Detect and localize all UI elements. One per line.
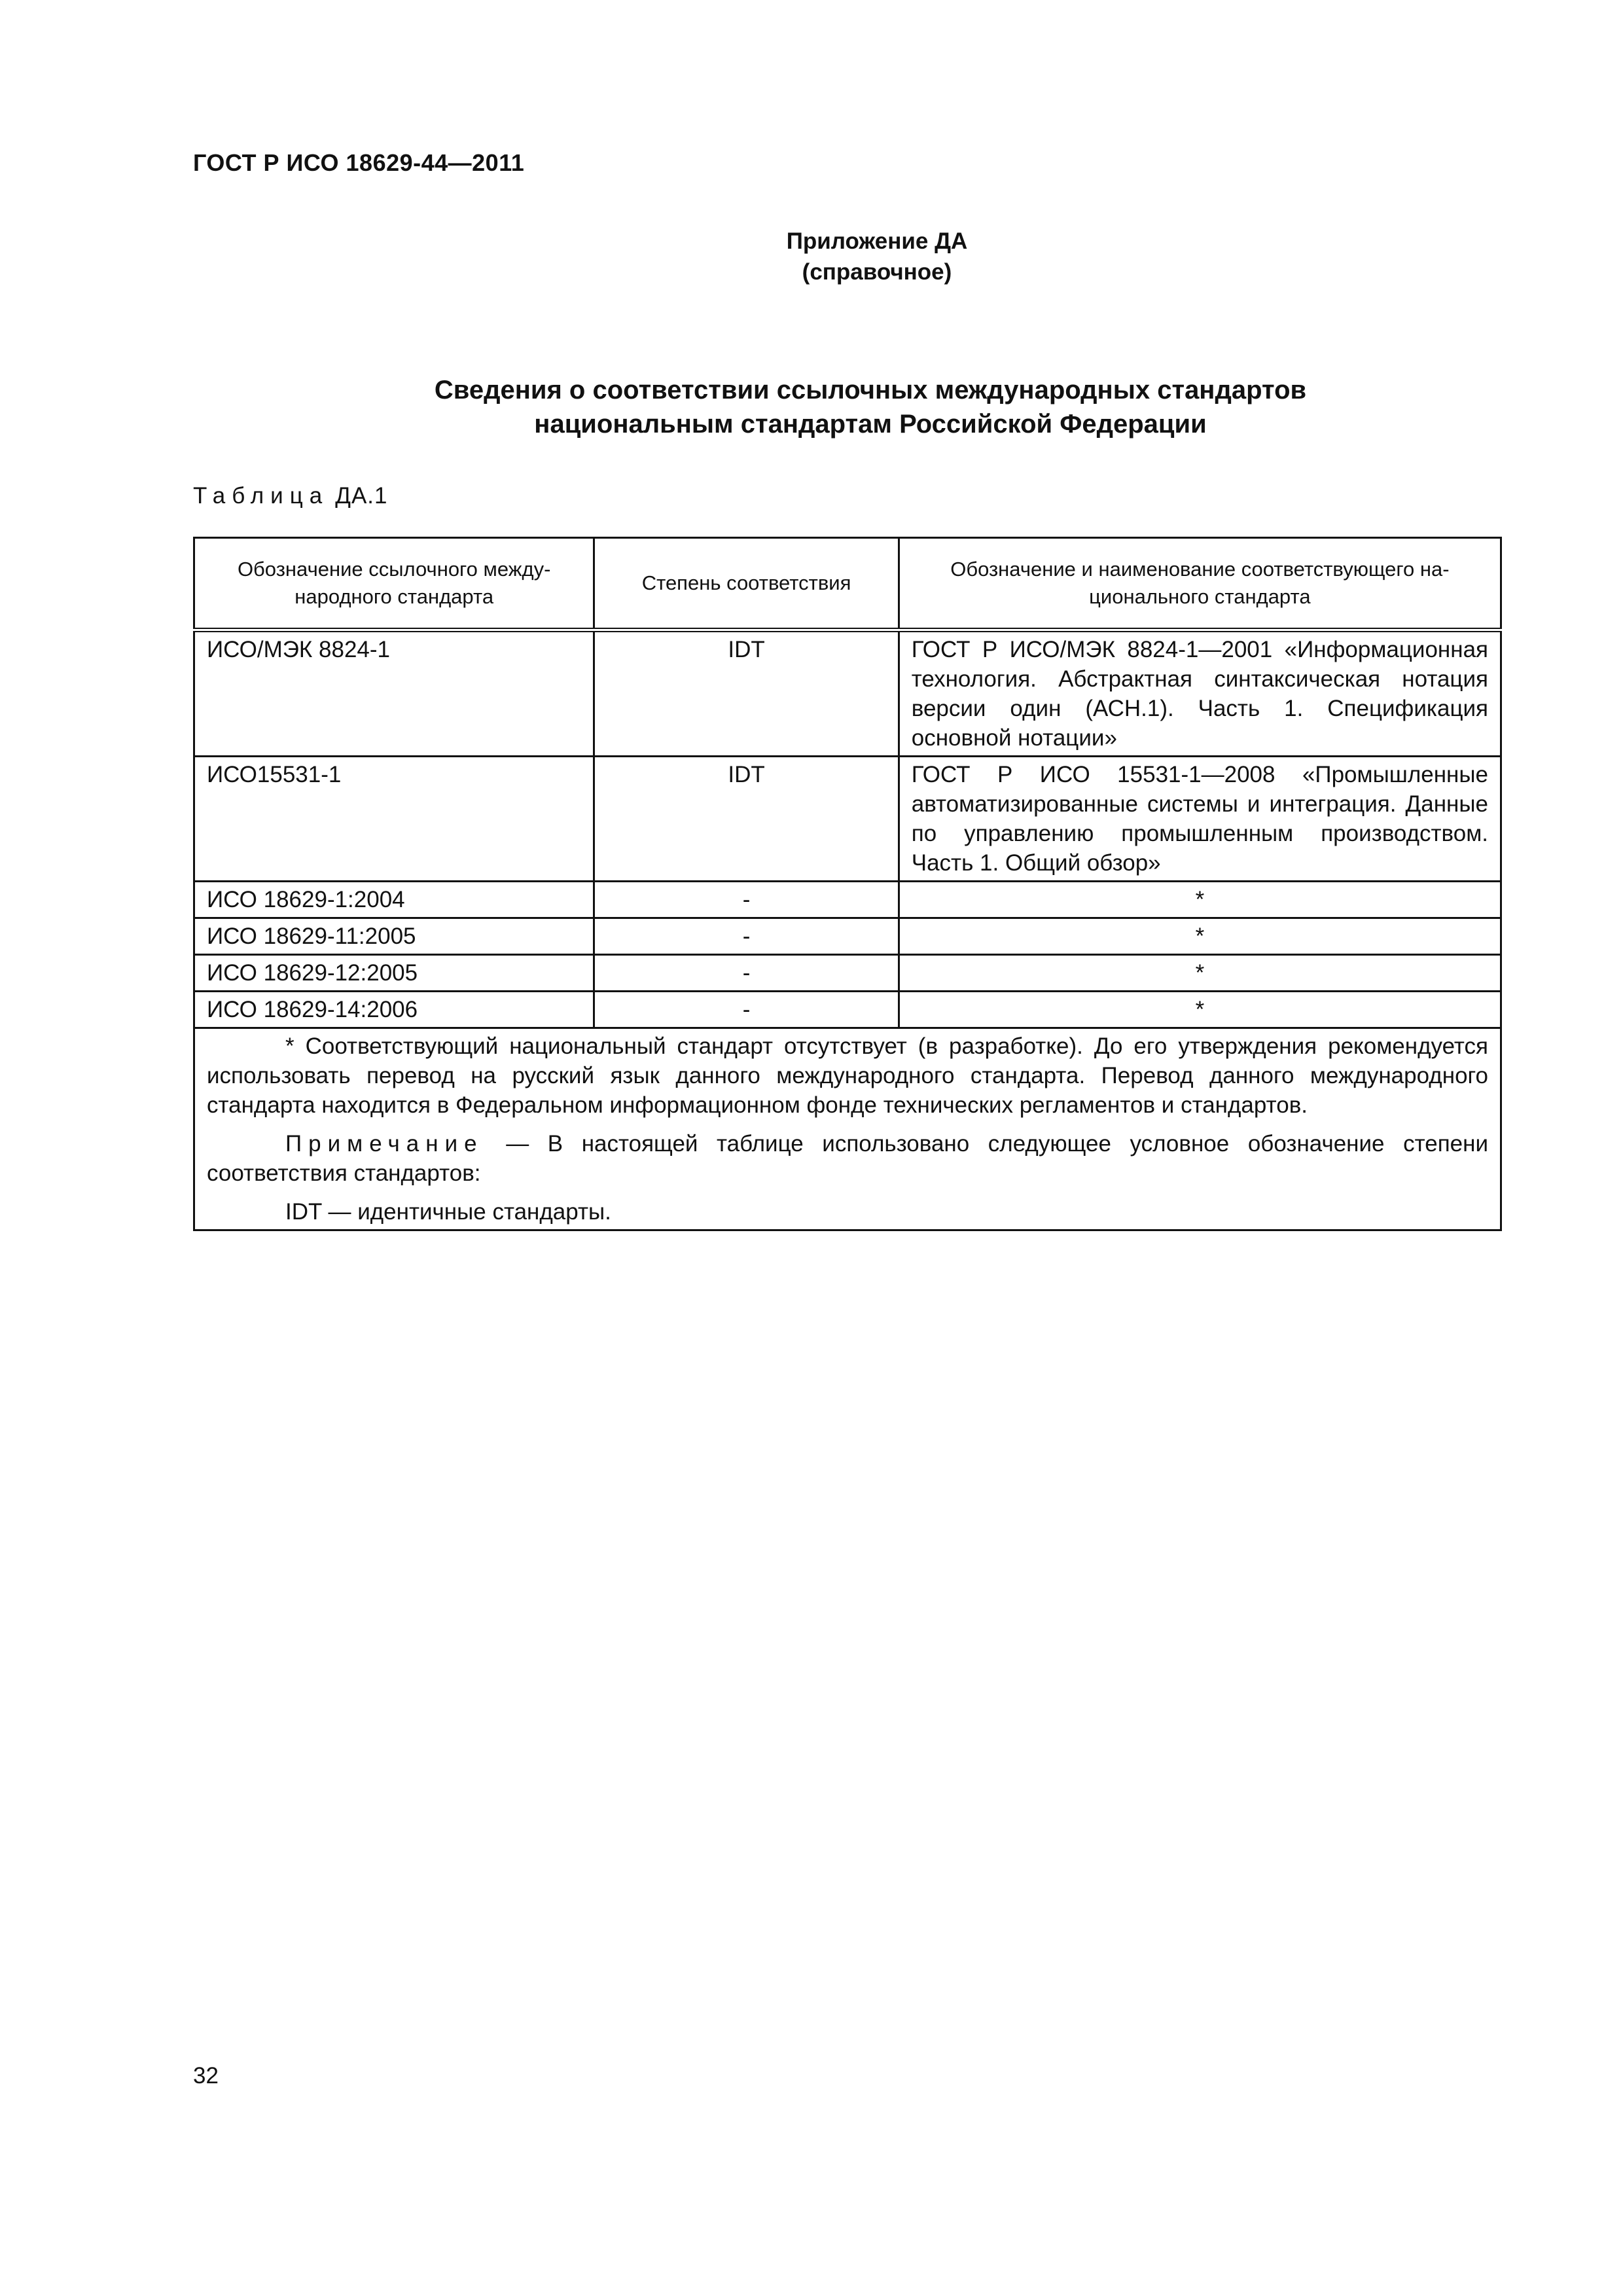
note-text: — В настоящей таблице использовано следующее условное обозначение степени соответствия стандартов:: [207, 1131, 1488, 1186]
cell-national: *: [899, 992, 1501, 1028]
table-label-word: Таблица: [193, 483, 329, 509]
cell-degree: IDT: [594, 757, 899, 882]
table-row: [194, 955, 1501, 992]
cell-national: *: [899, 882, 1501, 918]
cell-reference: ИСО/МЭК 8824-1: [194, 630, 594, 757]
document-header: ГОСТ Р ИСО 18629-44—2011: [193, 149, 525, 176]
cell-reference: ИСО 18629-1:2004: [194, 882, 594, 918]
table-label: [193, 483, 387, 509]
table-row: [194, 882, 1501, 918]
cell-degree: -: [594, 992, 899, 1028]
page-number: 32: [193, 2063, 219, 2089]
idt-definition: IDT — идентичные стандарты.: [285, 1199, 611, 1225]
correspondence-table: [193, 537, 1502, 1231]
cell-reference: ИСО 18629-14:2006: [194, 992, 594, 1028]
cell-degree: -: [594, 955, 899, 992]
table-note: [207, 1129, 1488, 1188]
section-title: [262, 373, 1479, 441]
cell-degree: -: [594, 882, 899, 918]
cell-degree: -: [594, 918, 899, 955]
table-row: [194, 992, 1501, 1028]
cell-national: *: [899, 955, 1501, 992]
table-label-number: ДА.1: [335, 483, 388, 509]
cell-reference: ИСО 18629-12:2005: [194, 955, 594, 992]
table-header-row: [194, 538, 1501, 630]
header-degree: Степень соответствия: [594, 538, 899, 630]
table-row: [194, 918, 1501, 955]
header-reference-standard: Обозначение ссылочного между-народного стандарта: [194, 538, 594, 630]
table-footnote-cell: [194, 1028, 1501, 1230]
section-title-line-2: национальным стандартам Российской Федерации: [534, 410, 1207, 439]
table-row: [194, 630, 1501, 757]
table-row: [194, 757, 1501, 882]
table-footnote-row: [194, 1028, 1501, 1230]
cell-national: ГОСТ Р ИСО/МЭК 8824-1—2001 «Информационная технология. Абстрактная синтаксическая нотация версии один (АСН.1). Часть 1. Спецификация основной нотации»: [899, 630, 1501, 757]
appendix-heading: [681, 226, 1073, 287]
cell-reference: ИСО15531-1: [194, 757, 594, 882]
note-label: Примечание: [285, 1131, 484, 1157]
footnote-text: * Соответствующий национальный стандарт отсутствует (в разработке). До его утверждения рекомендуется использовать перевод на русский язык данного международного стандарта. Перевод данного международного стандарта находится в Федеральном информационном фонде технических регламентов и стандартов.: [207, 1033, 1488, 1118]
cell-national: ГОСТ Р ИСО 15531-1—2008 «Промышленные автоматизированные системы и интеграция. Данные по управлению промышленным производством. Часть 1. Общий обзор»: [899, 757, 1501, 882]
appendix-title: Приложение ДА: [786, 228, 968, 254]
cell-national: *: [899, 918, 1501, 955]
cell-reference: ИСО 18629-11:2005: [194, 918, 594, 955]
appendix-subtitle: (справочное): [802, 259, 952, 285]
header-national-standard: Обозначение и наименование соответствующего на-ционального стандарта: [899, 538, 1501, 630]
cell-degree: IDT: [594, 630, 899, 757]
section-title-line-1: Сведения о соответствии ссылочных международных стандартов: [434, 376, 1307, 404]
